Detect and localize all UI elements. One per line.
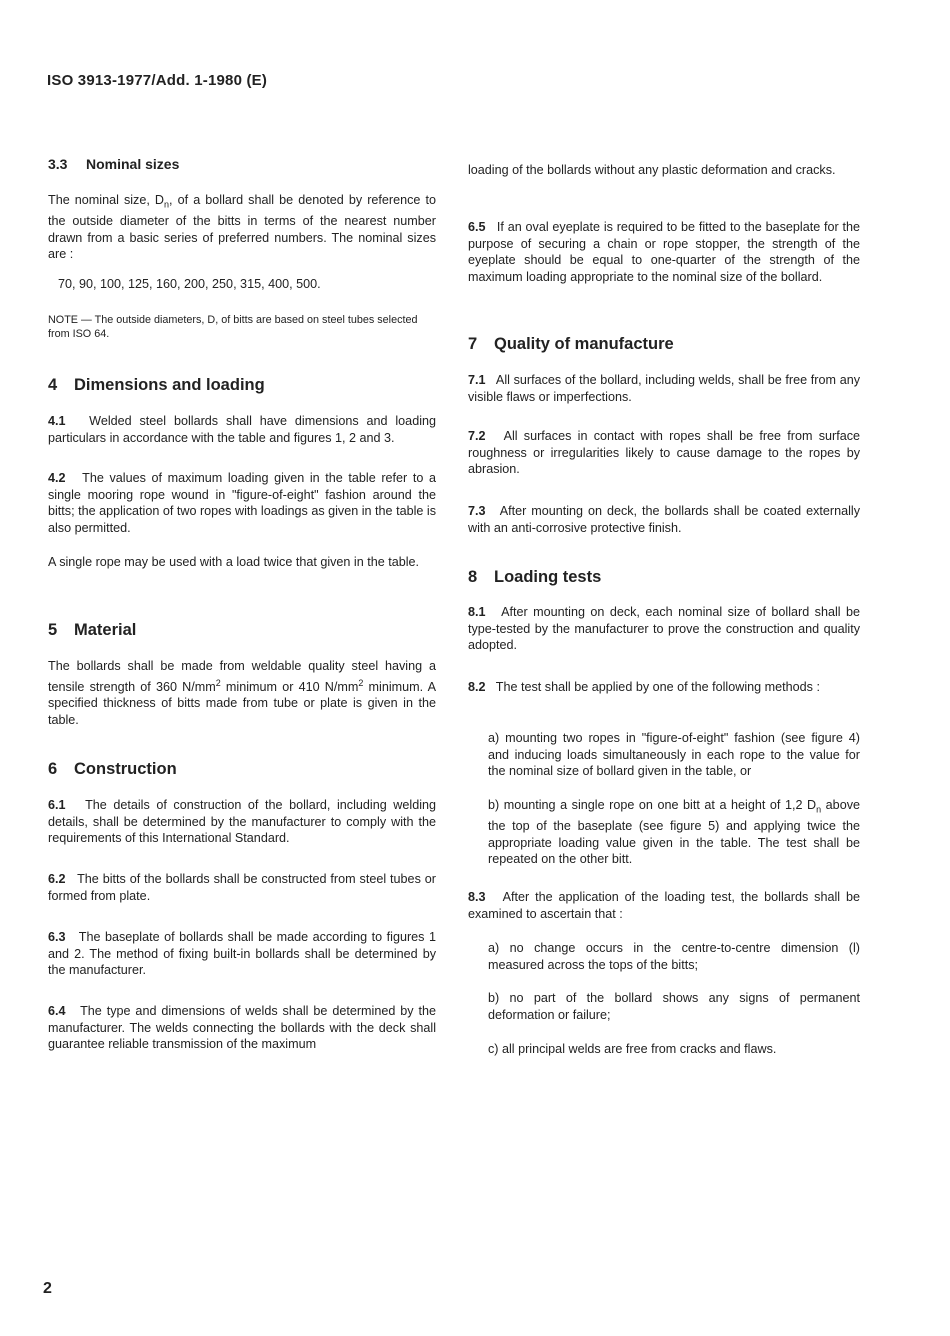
nominal-sizes-list: 70, 90, 100, 125, 160, 200, 250, 315, 400, 500. (58, 277, 321, 291)
section-5-paragraph: The bollards shall be made from weldable quality steel having a tensile strength of 360 $N/mm^2$ minimum or 410 $N/mm^2$ minimum. A specified thickness of bitts made from tube or plate is given in the table. (48, 659, 437, 727)
section-3-3-heading: 3.3 Nominal sizes (48, 156, 180, 172)
section-6-4: 6.4 The type and dimensions of welds shall be determined by the manufacturer. The welds connecting the bollards with the deck shall guarantee reliable transmission of the maximum (48, 1004, 436, 1052)
section-5-heading: 5 Material (48, 621, 137, 639)
note: NOTE — The outside diameters, D, of bitts are based on steel tubes selected from ISO 64. (48, 314, 418, 340)
section-4-2-extra: A single rope may be used with a load twice that given in the table. (48, 555, 420, 569)
section-7-3: 7.3 After mounting on deck, the bollards shall be coated externally with an anti-corrosive protective finish. (468, 504, 860, 535)
section-8-3-item-c: c) all principal welds are free from cracks and flaws. (488, 1042, 777, 1056)
section-8-3-item-b: b) no part of the bollard shows any signs of permanent deformation or failure; (488, 991, 860, 1022)
section-6-heading: 6 Construction (48, 760, 177, 778)
section-3-3-paragraph: The nominal size, $D_n$, of a bollard shall be denoted by reference to the outside diameter of the bitts in terms of the nearest number drawn from a basic series of preferred numbers. The nominal sizes are : (48, 193, 436, 262)
section-8-3-item-a: a) no change occurs in the centre-to-centre dimension (l) measured across the tops of the bitts; (488, 941, 860, 972)
section-6-4-continued: loading of the bollards without any plastic deformation and cracks. (468, 163, 836, 177)
section-4-2: 4.2 The values of maximum loading given in the table refer to a single mooring rope wound in "figure-of-eight" fashion around the bitts; the application of two ropes with loadings as given in the table is also permitted. (48, 471, 436, 535)
section-8-3: 8.3 After the application of the loading test, the bollards shall be examined to ascertain that : (468, 890, 860, 921)
section-6-1: 6.1 The details of construction of the bollard, including welding details, shall be determined by the manufacturer to comply with the requirements of this International Standard. (48, 798, 436, 846)
section-7-2: 7.2 All surfaces in contact with ropes shall be free from surface roughness or irregularities likely to cause damage to the ropes by abrasion. (468, 429, 860, 477)
section-6-3: 6.3 The baseplate of bollards shall be made according to figures 1 and 2. The method of fixing built-in bollards shall be determined by the manufacturer. (48, 930, 436, 978)
page-number: 2 (43, 1280, 52, 1297)
section-7-heading: 7 Quality of manufacture (468, 335, 674, 353)
section-4-1: 4.1 Welded steel bollards shall have dimensions and loading particulars in accordance with the table and figures 1, 2 and 3. (48, 414, 437, 445)
section-8-2: 8.2 The test shall be applied by one of the following methods : (468, 680, 820, 694)
document-header: ISO 3913-1977/Add. 1-1980 (E) (47, 72, 268, 89)
section-8-1: 8.1 After mounting on deck, each nominal size of bollard shall be type-tested by the manufacturer to prove the construction and quality adopted. (468, 605, 860, 653)
section-8-2-item-b: b) mounting a single rope on one bitt at a height of 1,2 $D_n$ above the top of the baseplate (see figure 5) and applying twice the appropriate loading value given in the table. The test shall be repeated on the other bitt. (488, 798, 860, 867)
section-4-heading: 4 Dimensions and loading (48, 376, 265, 394)
section-7-1: 7.1 All surfaces of the bollard, including welds, shall be free from any visible flaws or imperfections. (468, 373, 860, 404)
section-8-heading: 8 Loading tests (468, 568, 602, 586)
section-8-2-item-a: a) mounting two ropes in "figure-of-eight" fashion (see figure 4) and inducing loads simultaneously in each rope to the value for the nominal size of bollard given in the table, or (488, 731, 860, 779)
section-6-5: 6.5 If an oval eyeplate is required to be fitted to the baseplate for the purpose of securing a chain or rope stopper, the strength of the eyeplate should be equal to one-quarter of the strength of the maximum loading appropriate to the nominal size of the bollard. (468, 220, 861, 284)
section-6-2: 6.2 The bitts of the bollards shall be constructed from steel tubes or formed from plate. (48, 872, 436, 903)
